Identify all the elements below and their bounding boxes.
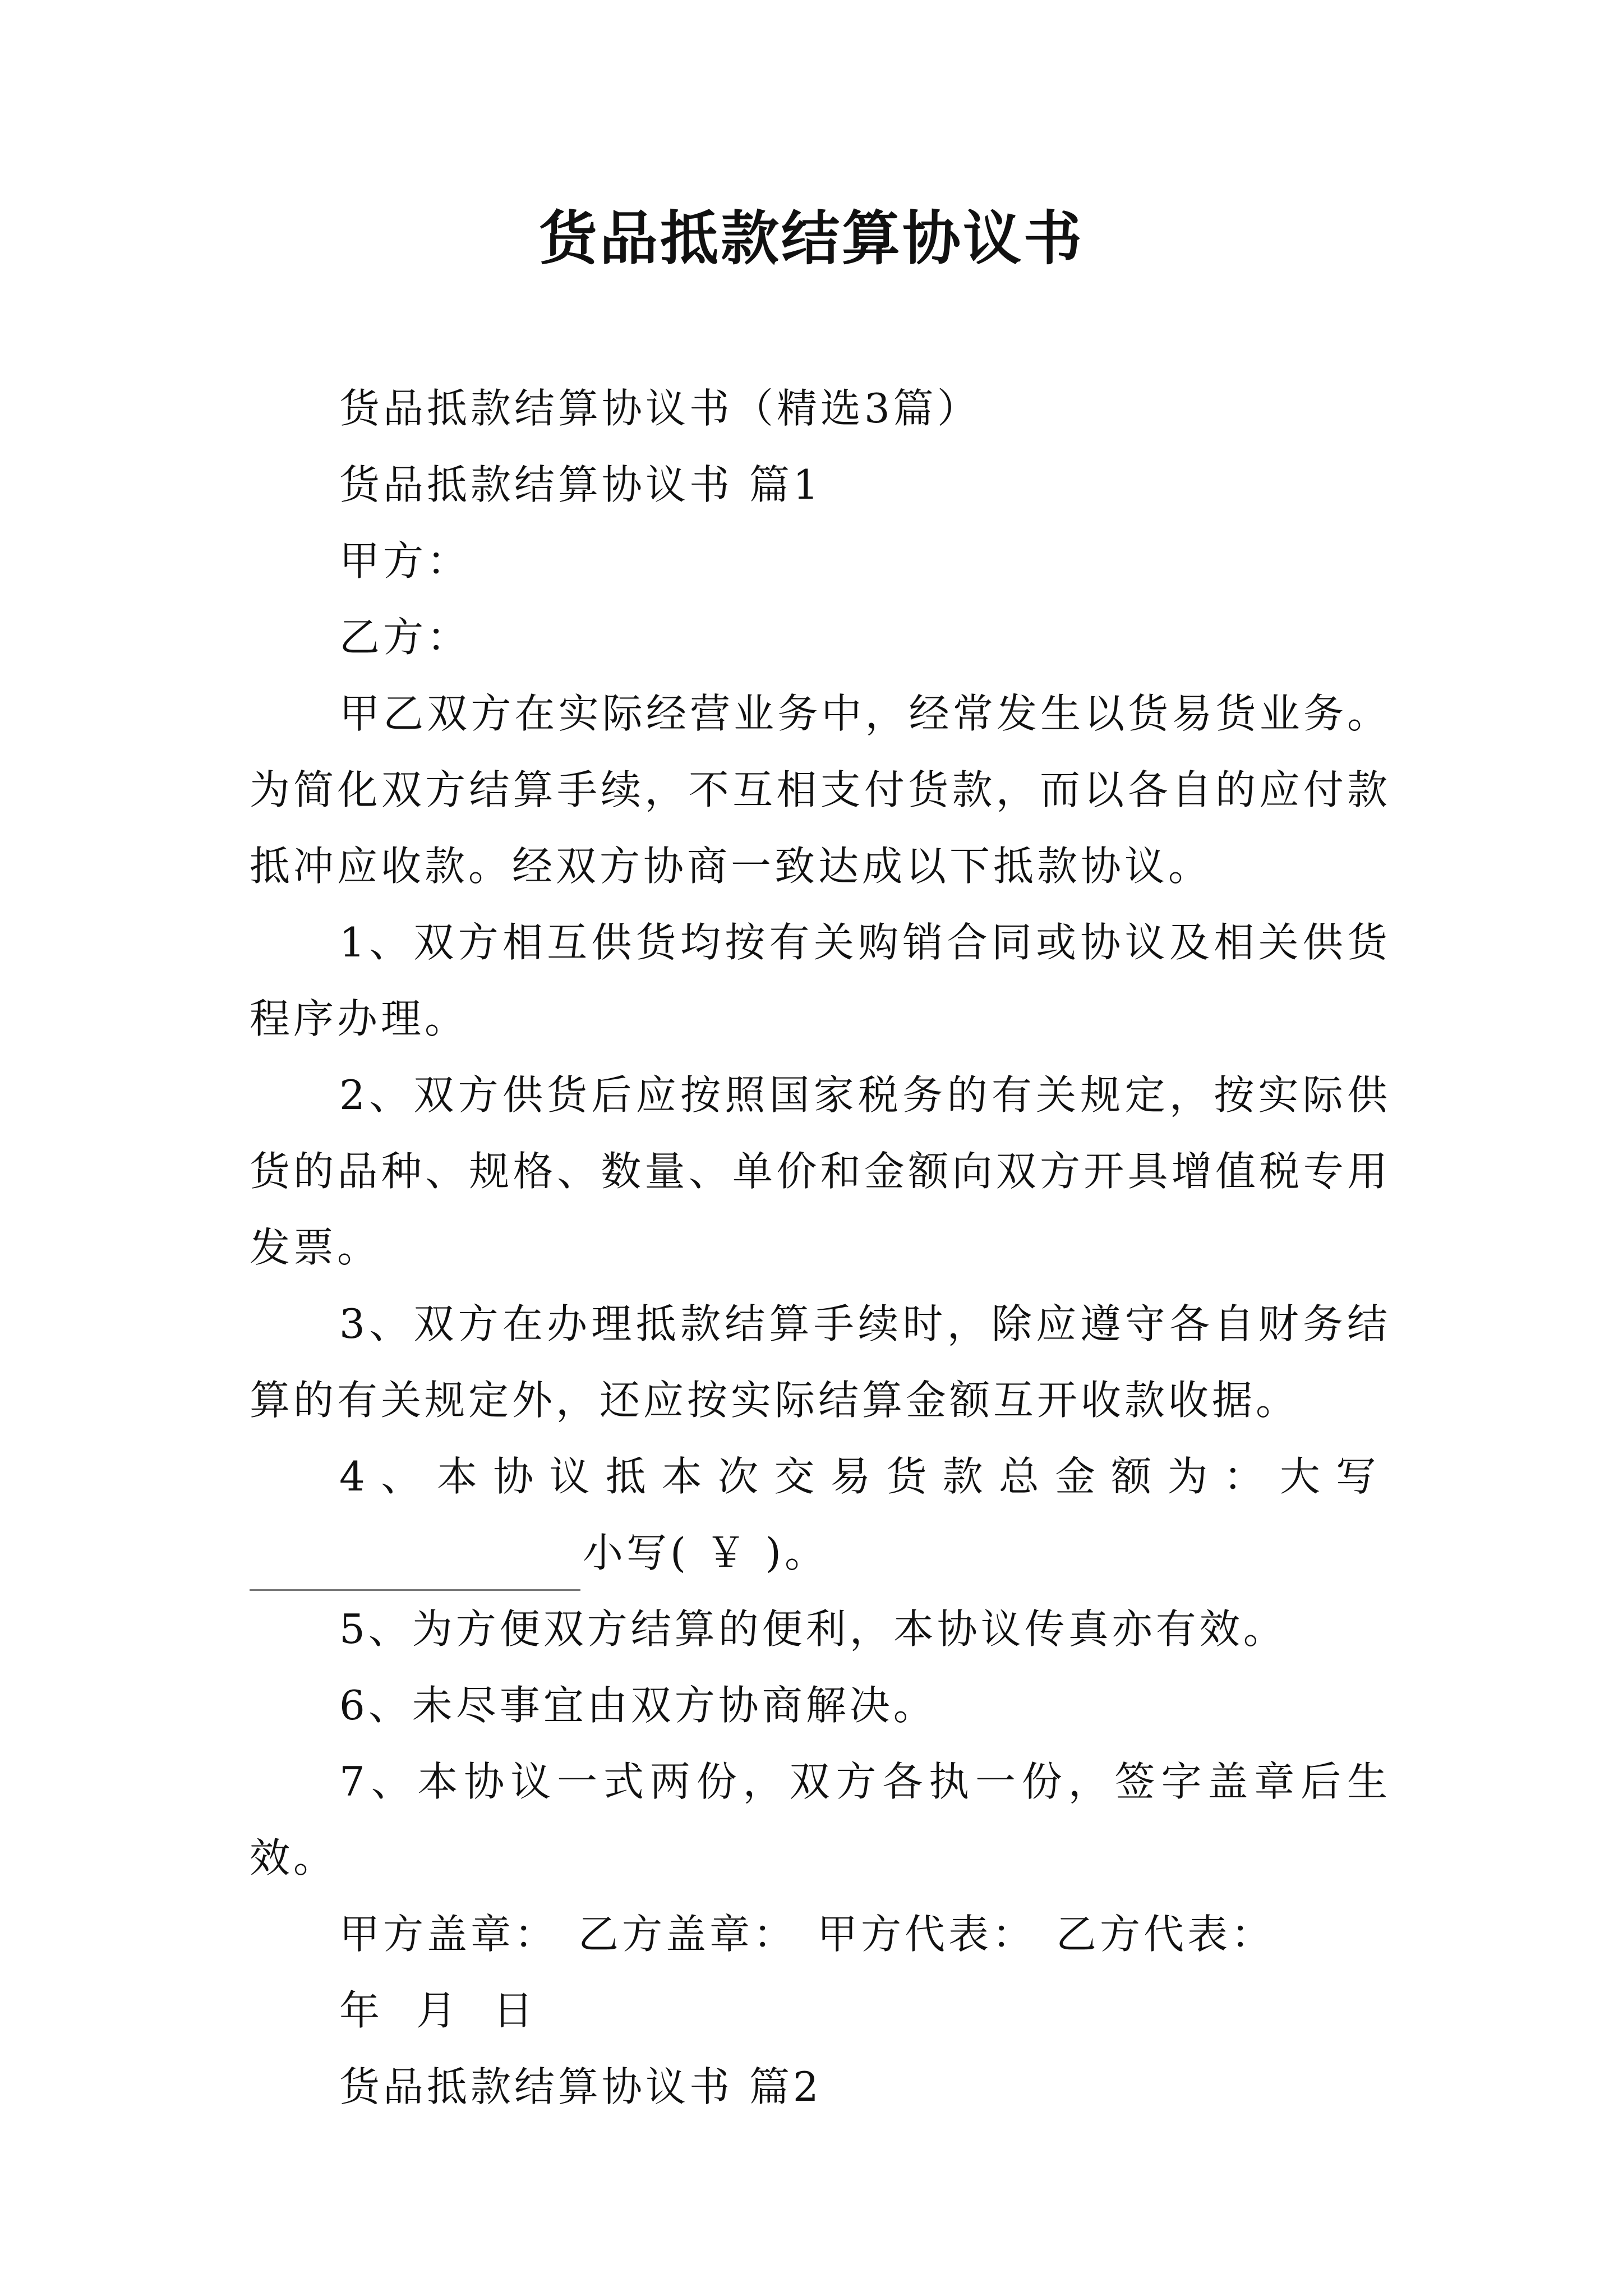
section1-heading: 货品抵款结算协议书 篇1	[339, 461, 822, 508]
document-subtitle: 货品抵款结算协议书（精选3篇）	[339, 385, 981, 432]
clause-4-lowercase-text: 小写( ￥ )。	[583, 1529, 828, 1576]
clause-5: 5、为方便双方结算的便利，本协议传真亦有效。	[339, 1605, 1287, 1653]
document-body	[250, 370, 1391, 2125]
party-b-seal-label: 乙方盖章：	[578, 1911, 797, 1958]
clause-2: 2、双方供货后应按照国家税务的有关规定，按实际供货的品种、规格、数量、单价和金额向双方开具增值税专用发票。	[250, 1071, 1391, 1271]
party-a-representative-label: 甲方代表：	[817, 1911, 1036, 1958]
date-line: 年 月 日	[339, 1987, 537, 2034]
section2-heading: 货品抵款结算协议书 篇2	[339, 2063, 822, 2110]
signature-row	[250, 1896, 1391, 1972]
clause-4-amount-text: 4、本协议抵本次交易货款总金额为：大写	[339, 1453, 1391, 1500]
clause-6: 6、未尽事宜由双方协商解决。	[339, 1682, 937, 1729]
document-title: 货品抵款结算协议书	[538, 204, 1084, 273]
clause-3: 3、双方在办理抵款结算手续时，除应遵守各自财务结算的有关规定外，还应按实际结算金额互开收款收据。	[250, 1300, 1391, 1424]
clause-4	[250, 1438, 1391, 1591]
party-a-seal-label: 甲方盖章：	[339, 1911, 559, 1958]
clause-4-second-line	[250, 1515, 1391, 1591]
intro-paragraph: 甲乙双方在实际经营业务中，经常发生以货易货业务。为简化双方结算手续，不互相支付货款，而以各自的应付款抵冲应收款。经双方协商一致达成以下抵款协议。	[250, 690, 1391, 890]
clause-7: 7、本协议一式两份，双方各执一份，签字盖章后生效。	[250, 1758, 1391, 1881]
party-b-representative-label: 乙方代表：	[1056, 1911, 1275, 1958]
clause-1: 1、双方相互供货均按有关购销合同或协议及相关供货程序办理。	[250, 919, 1391, 1042]
amount-blank-line	[250, 1535, 580, 1591]
party-a-label: 甲方：	[339, 537, 471, 585]
party-b-label: 乙方：	[339, 614, 471, 661]
